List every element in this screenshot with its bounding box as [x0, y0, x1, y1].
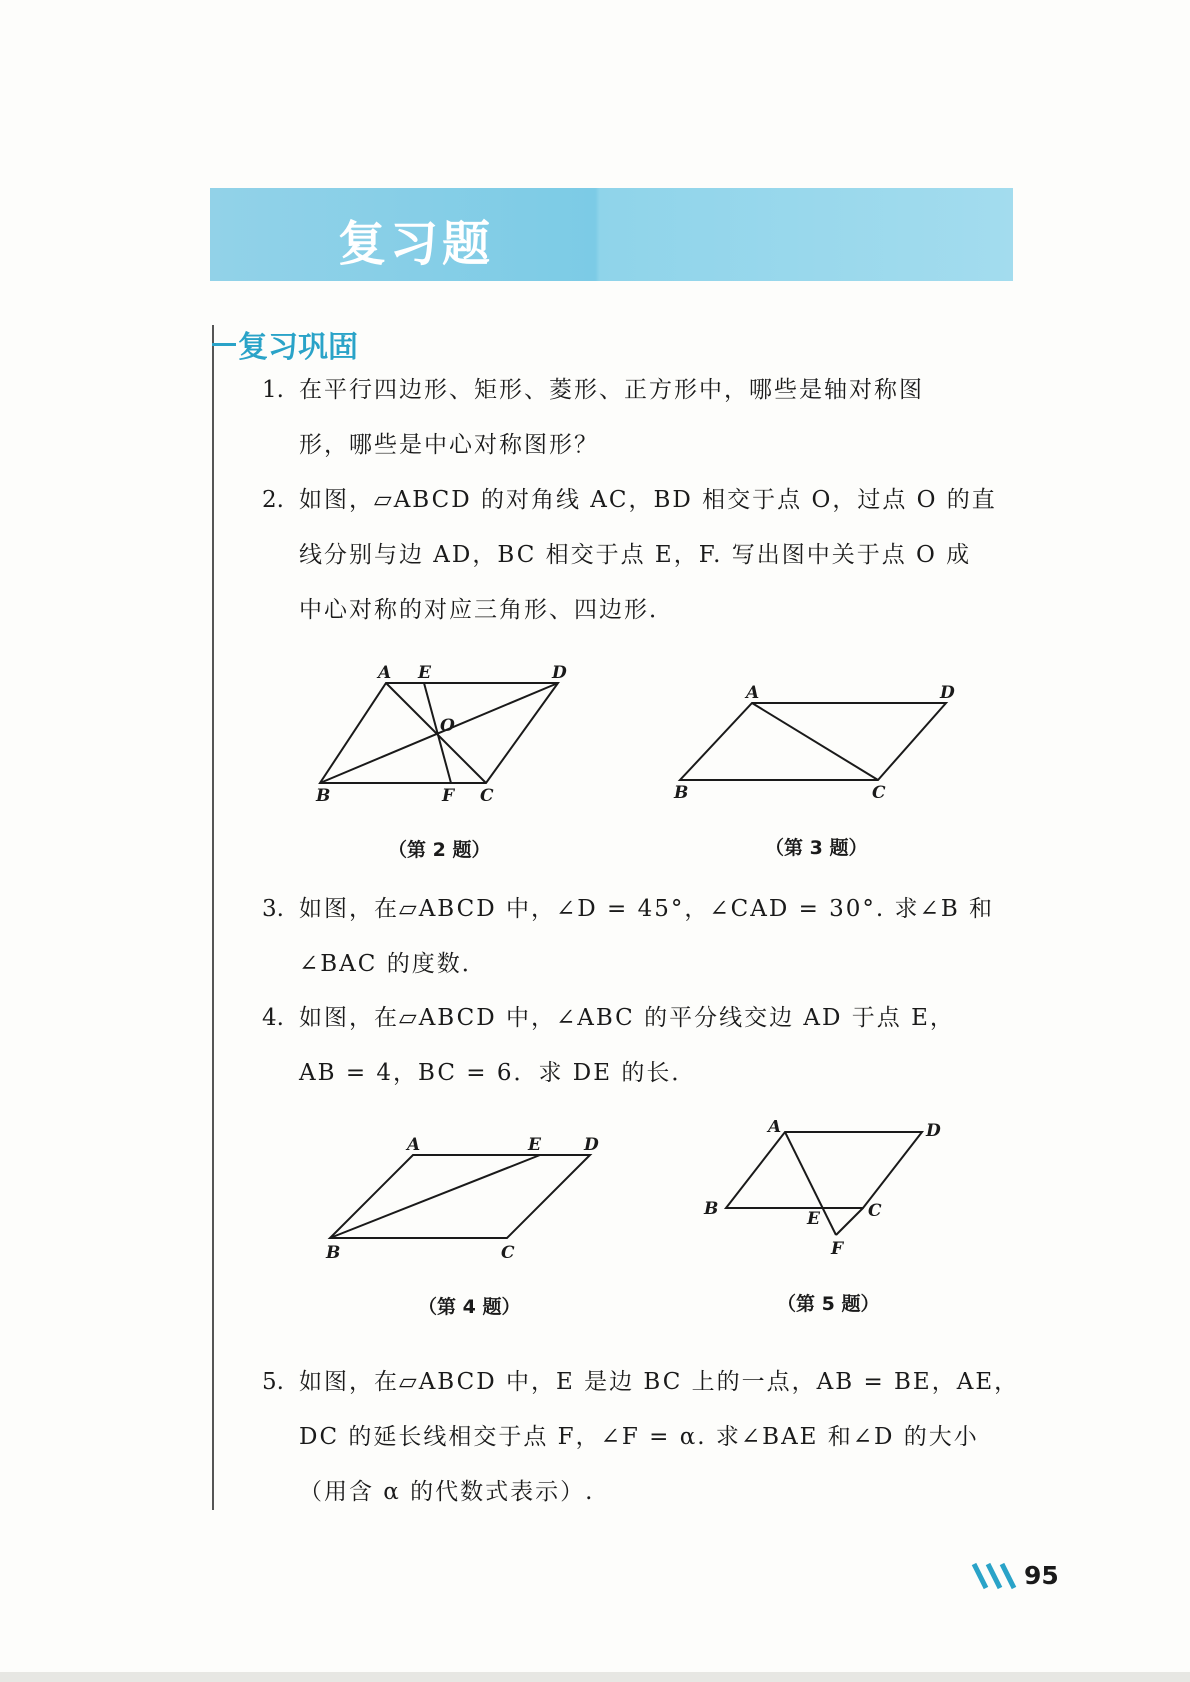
label-A: A — [378, 665, 392, 683]
question-line: （用含 α 的代数式表示）. — [299, 1479, 595, 1505]
label-F: F — [831, 1239, 844, 1259]
question-number: 3. — [262, 896, 284, 922]
figure-5 — [700, 1120, 960, 1284]
question-line: 如图，在▱ABCD 中，∠ABC 的平分线交边 AD 于点 E， — [299, 1005, 955, 1031]
question-line: 如图，在▱ABCD 中，∠D = 45°，∠CAD = 30°. 求∠B 和 — [299, 896, 995, 922]
title-banner — [210, 188, 1013, 281]
caption-fig2: （第 2 题） — [388, 839, 491, 861]
figure-4 — [320, 1135, 610, 1269]
question-line: 形，哪些是中心对称图形？ — [299, 432, 599, 458]
question-line: DC 的延长线相交于点 F，∠F = α. 求∠BAE 和∠D 的大小 — [299, 1424, 979, 1450]
question-line: 线分别与边 AD，BC 相交于点 E，F. 写出图中关于点 O 成 — [299, 542, 972, 568]
page-number — [970, 1560, 1059, 1590]
label-B: B — [674, 783, 689, 800]
label-B: B — [316, 786, 331, 806]
page-title: 复习题 — [338, 216, 495, 272]
question-line: 如图，▱ABCD 的对角线 AC，BD 相交于点 O，过点 O 的直 — [299, 487, 997, 513]
page-decoration-icon — [970, 1560, 1022, 1590]
figure-3 — [670, 685, 960, 804]
label-A: A — [407, 1135, 421, 1155]
caption-fig4: （第 4 题） — [418, 1296, 521, 1318]
label-O: O — [440, 716, 455, 736]
label-C: C — [868, 1201, 882, 1221]
label-D: D — [552, 665, 567, 683]
label-B: B — [704, 1199, 719, 1219]
label-D: D — [940, 685, 955, 703]
label-B: B — [326, 1243, 341, 1263]
caption-fig3: （第 3 题） — [765, 837, 868, 859]
page-bottom-edge — [0, 1672, 1190, 1682]
label-E: E — [807, 1209, 820, 1229]
label-C: C — [872, 783, 886, 800]
question-line: 中心对称的对应三角形、四边形． — [299, 597, 674, 623]
section-dash — [212, 343, 236, 346]
label-D: D — [926, 1121, 941, 1141]
margin-rule — [212, 325, 214, 1510]
question-line: 如图，在▱ABCD 中，E 是边 BC 上的一点，AB = BE，AE， — [299, 1369, 1020, 1395]
figure-2 — [310, 665, 580, 819]
label-C: C — [501, 1243, 515, 1263]
question-line: ∠BAC 的度数． — [299, 951, 487, 977]
question-number: 4. — [262, 1005, 284, 1031]
label-A: A — [746, 685, 760, 703]
page-number-text: 95 — [1024, 1560, 1059, 1590]
label-E: E — [418, 665, 431, 683]
section-title: 复习巩固 — [238, 330, 358, 365]
question-number: 2. — [262, 487, 284, 513]
section-heading — [212, 322, 358, 366]
label-A: A — [768, 1120, 782, 1137]
question-line: AB = 4，BC = 6．求 DE 的长． — [299, 1060, 697, 1086]
label-D: D — [584, 1135, 599, 1155]
question-number: 1. — [262, 377, 284, 403]
label-C: C — [480, 786, 494, 806]
label-E: E — [528, 1135, 541, 1155]
label-F: F — [442, 786, 455, 806]
caption-fig5: （第 5 题） — [777, 1293, 880, 1315]
question-line: 在平行四边形、矩形、菱形、正方形中，哪些是轴对称图 — [299, 377, 924, 403]
question-number: 5. — [262, 1369, 284, 1395]
